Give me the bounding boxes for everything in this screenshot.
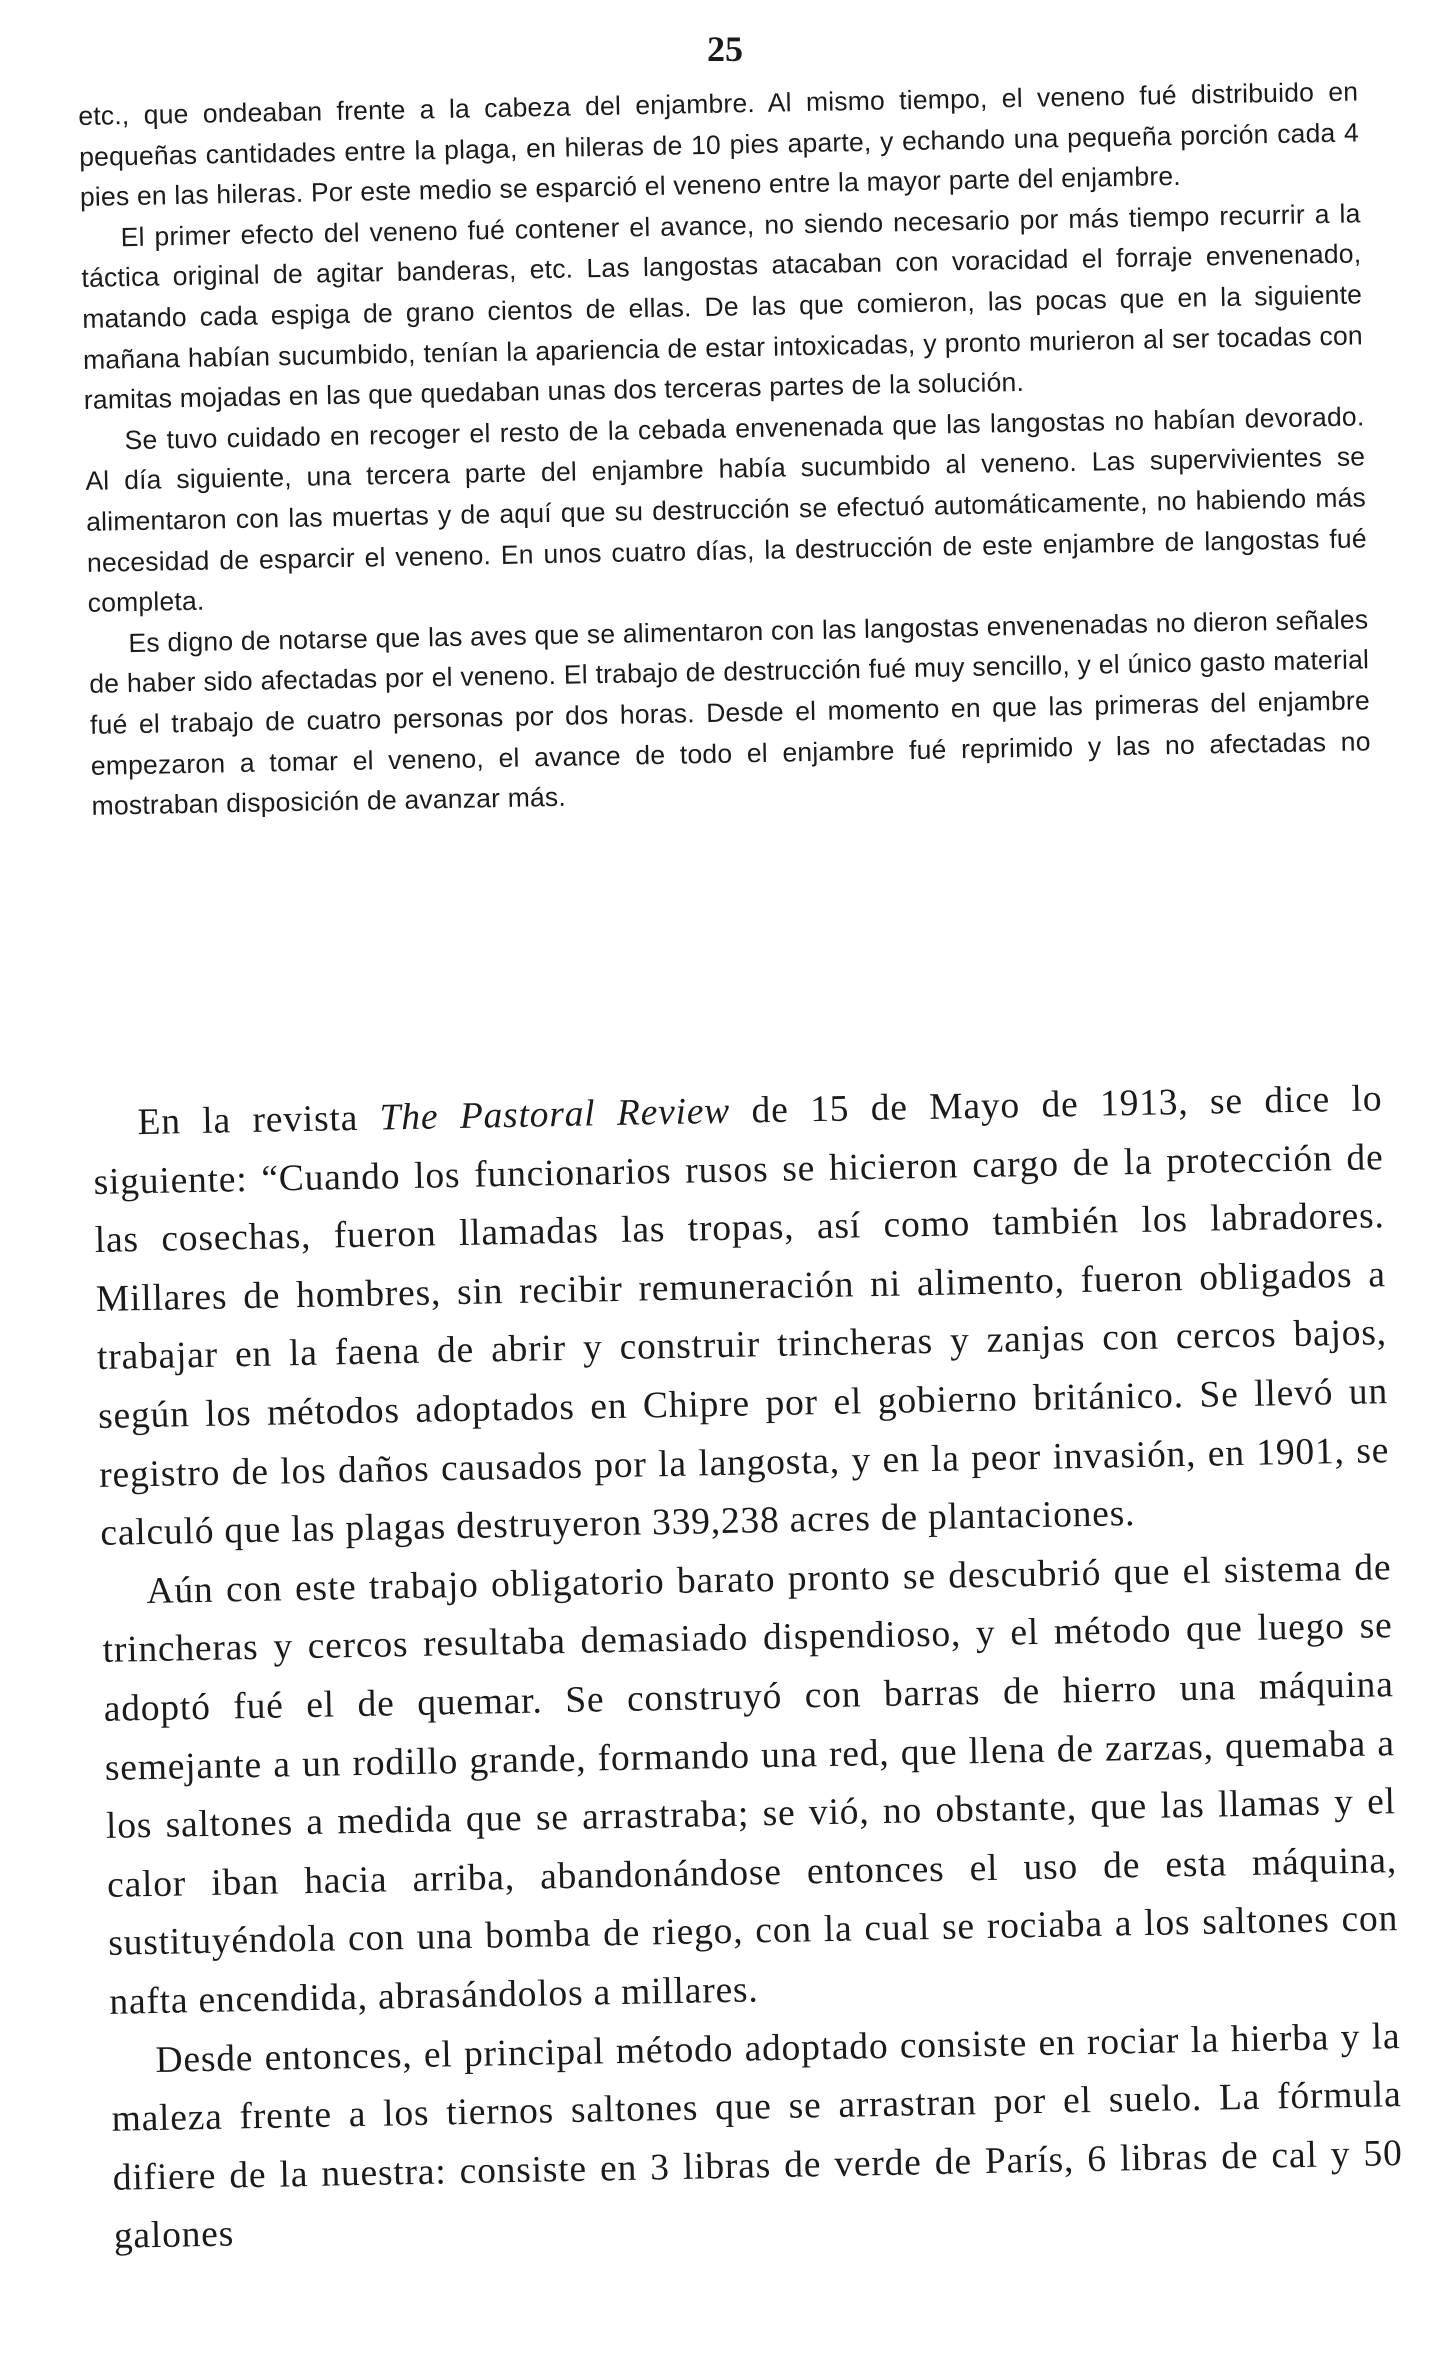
page-number: 25 bbox=[707, 29, 743, 69]
paragraph-continued: etc., que ondeaban frente a la cabeza del enjambre. Al mismo tiempo, el veneno fué distribuido en pequeñas cantidades entre la plaga, en hileras de 10 pies aparte, y echando una pequeña porción cada 4 pies en las hileras. Por este medio se esparció el veneno entre la mayor parte del enjambre. bbox=[78, 76, 1360, 213]
paragraph-burning-method: Aún con este trabajo obligatorio barato pronto se descubrió que el sistema de trincheras y cercos resultaba demasiado dispendioso, y el método que luego se adoptó fué el de quemar. Se construyó con barras de hierro una máquina semejante a un rodillo grande, formando una red, que llena de zarzas, quemaba a los saltones a medida que se arrastraba; se vió, no obstante, que las llamas y el calor iban hacia arriba, abandonándose entonces el uso de esta máquina, sustituyéndola con una bomba de riego, con la cual se rociaba a los saltones con nafta encendida, abrasándolos a millares. bbox=[102, 1546, 1399, 2023]
paragraph-poison-effect: El primer efecto del veneno fué contener el avance, no siendo necesario por más tiempo recurrir a la táctica original de agitar banderas, etc. Las langostas atacaban con voracidad el forraje envenenado, matando cada espiga de grano cientos de ellas. De las que comieron, las pocas que en la siguiente mañana habían sucumbido, tenían la apariencia de estar intoxicadas, y pronto murieron al ser tocadas con ramitas mojadas en las que quedaban unas dos terceras partes de la solución. bbox=[81, 198, 1364, 416]
paragraph-pastoral-review bbox=[92, 1070, 1391, 1563]
text-after-title: de 15 de Mayo de 1913, se dice lo siguiente: “Cuando los funcionarios rusos se hicieron cargo de la protección de las cosechas, fueron llamadas las tropas, así como también los labradores. Millares de hombres, sin recibir remuneración ni alimento, fueron obligados a trabajar en la faena de abrir y construir trincheras y zanjas con cercos bajos, según los métodos adoptados en Chipre por el gobierno británico. Se llevó un registro de los daños causados por la langosta, y en la peor invasión, en 1901, se calculó que las plagas destruyeron 339,238 acres de plantaciones. bbox=[93, 1078, 1390, 1555]
journal-title: The Pastoral Review bbox=[379, 1090, 731, 1139]
large-print-section bbox=[92, 1070, 1404, 2266]
paragraph-barley-collection: Se tuvo cuidado en recoger el resto de la cebada envenenada que las langostas no habían devorado. Al día siguiente, una tercera parte del enjambre había sucumbido al veneno. Las supervivientes se alimentaron con las muertas y de aquí que su destrucción se efectuó automáticamente, no habiendo más necesidad de esparcir el veneno. En unos cuatro días, la destrucción de este enjambre de langostas fué completa. bbox=[85, 401, 1368, 619]
small-print-section bbox=[78, 71, 1372, 826]
text-before-title: En la revista bbox=[137, 1097, 381, 1144]
paragraph-spraying-method: Desde entonces, el principal método adoptado consiste en rociar la hierba y la maleza frente a los tiernos saltones que se arrastran por el suelo. La fórmula difiere de la nuestra: consiste en 3 libras de verde de París, 6 libras de cal y 50 galones bbox=[111, 2015, 1403, 2258]
paragraph-birds-unaffected: Es digno de notarse que las aves que se alimentaron con las langostas envenenadas no dieron señales de haber sido afectadas por el veneno. El trabajo de destrucción fué muy sencillo, y el único gasto material fué el trabajo de cuatro personas por dos horas. Desde el momento en que las primeras del enjambre empezaron a tomar el veneno, el avance de todo el enjambre fué reprimido y las no afectadas no mostraban disposición de avanzar más. bbox=[89, 604, 1371, 821]
